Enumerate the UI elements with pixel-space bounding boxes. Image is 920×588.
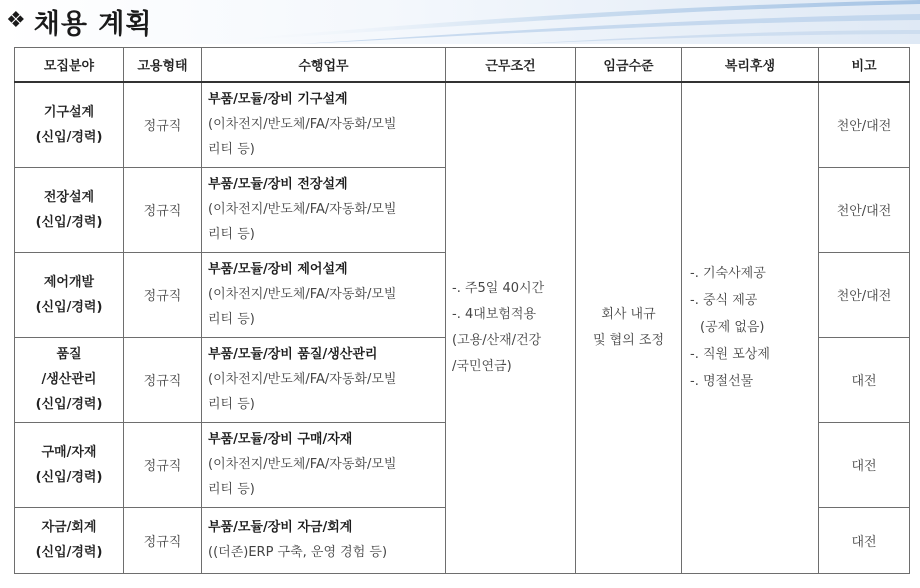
table-header-row bbox=[15, 48, 910, 83]
condition-line: /국민연금) bbox=[452, 358, 512, 374]
duty-main: 부품/모듈/장비 자금/회계 bbox=[208, 520, 353, 535]
field-cell bbox=[15, 252, 124, 337]
header-employment-type: 고용형태 bbox=[124, 48, 202, 83]
benefit-line: -. 명절선물 bbox=[690, 374, 754, 390]
note-cell: 천안/대전 bbox=[819, 167, 910, 252]
field-cell bbox=[15, 507, 124, 573]
employment-type: 정규직 bbox=[124, 167, 202, 252]
field-cell bbox=[15, 337, 124, 422]
benefit-line: (공제 없음) bbox=[700, 320, 765, 336]
condition-line: -. 주5일 40시간 bbox=[452, 280, 545, 296]
employment-type: 정규직 bbox=[124, 507, 202, 573]
duty-cell bbox=[202, 422, 446, 507]
field-level: (신입/경력) bbox=[35, 214, 103, 230]
duty-cell bbox=[202, 337, 446, 422]
field-level: (신입/경력) bbox=[35, 299, 103, 315]
duty-main: 부품/모듈/장비 제어설계 bbox=[208, 262, 348, 277]
duty-main: 부품/모듈/장비 품질/생산관리 bbox=[208, 347, 378, 362]
header-note: 비고 bbox=[819, 48, 910, 83]
duty-main: 부품/모듈/장비 구매/자재 bbox=[208, 432, 353, 447]
note-cell: 대전 bbox=[819, 337, 910, 422]
note-cell: 대전 bbox=[819, 422, 910, 507]
header-duties: 수행업무 bbox=[202, 48, 446, 83]
header-wage: 임금수준 bbox=[576, 48, 682, 83]
wage-cell bbox=[576, 82, 682, 573]
duty-detail: 리티 등) bbox=[208, 397, 255, 412]
duty-cell bbox=[202, 167, 446, 252]
employment-type: 정규직 bbox=[124, 337, 202, 422]
field-name: 기구설계 bbox=[43, 104, 95, 120]
note-cell: 천안/대전 bbox=[819, 82, 910, 167]
field-cell bbox=[15, 422, 124, 507]
field-name: 제어개발 bbox=[43, 274, 95, 290]
field-name: 자금/회계 bbox=[41, 520, 97, 535]
duty-cell bbox=[202, 82, 446, 167]
note-cell: 대전 bbox=[819, 507, 910, 573]
recruitment-table bbox=[14, 47, 910, 574]
benefit-line: -. 기숙사제공 bbox=[690, 266, 766, 282]
field-level: (신입/경력) bbox=[35, 397, 103, 412]
employment-type: 정규직 bbox=[124, 422, 202, 507]
work-conditions-cell bbox=[446, 82, 576, 573]
wage-line: 및 협의 조정 bbox=[592, 332, 665, 348]
page-title bbox=[6, 3, 152, 39]
duty-detail: (이차전지/반도체/FA/자동화/모빌 bbox=[208, 287, 397, 302]
field-name: 구매/자재 bbox=[41, 444, 97, 460]
field-level: (신입/경력) bbox=[35, 129, 103, 145]
duty-detail: ((더존)ERP 구축, 운영 경험 등) bbox=[208, 545, 388, 560]
employment-type: 정규직 bbox=[124, 82, 202, 167]
field-level: (신입/경력) bbox=[35, 545, 103, 560]
duty-detail: 리티 등) bbox=[208, 312, 255, 327]
wage-line: 회사 내규 bbox=[601, 306, 656, 322]
note-cell: 천안/대전 bbox=[819, 252, 910, 337]
field-name: /생산관리 bbox=[41, 372, 97, 387]
duty-detail: 리티 등) bbox=[208, 142, 255, 158]
duty-detail: (이차전지/반도체/FA/자동화/모빌 bbox=[208, 457, 397, 472]
duty-detail: (이차전지/반도체/FA/자동화/모빌 bbox=[208, 117, 397, 133]
benefit-line: -. 중식 제공 bbox=[690, 293, 758, 309]
duty-cell bbox=[202, 252, 446, 337]
duty-main: 부품/모듈/장비 기구설계 bbox=[208, 92, 348, 108]
benefit-line: -. 직원 포상제 bbox=[690, 347, 770, 363]
duty-detail: 리티 등) bbox=[208, 482, 255, 497]
field-cell bbox=[15, 167, 124, 252]
condition-line: (고용/산재/건강 bbox=[452, 332, 542, 348]
duty-main: 부품/모듈/장비 전장설계 bbox=[208, 177, 348, 192]
duty-detail: (이차전지/반도체/FA/자동화/모빌 bbox=[208, 372, 397, 387]
field-name: 품질 bbox=[56, 347, 82, 362]
header-benefits: 복리후생 bbox=[682, 48, 819, 83]
field-level: (신입/경력) bbox=[35, 469, 103, 485]
duty-detail: 리티 등) bbox=[208, 227, 255, 242]
field-name: 전장설계 bbox=[43, 189, 95, 205]
field-cell bbox=[15, 82, 124, 167]
header-work-conditions: 근무조건 bbox=[446, 48, 576, 83]
header-banner bbox=[0, 0, 920, 44]
header-field: 모집분야 bbox=[15, 48, 124, 83]
condition-line: -. 4대보험적용 bbox=[452, 306, 537, 322]
table-row bbox=[15, 82, 910, 167]
benefits-cell bbox=[682, 82, 819, 573]
duty-detail: (이차전지/반도체/FA/자동화/모빌 bbox=[208, 202, 397, 217]
page-title-text: 채용 계획 bbox=[33, 8, 153, 40]
duty-cell bbox=[202, 507, 446, 573]
diamond-cluster-icon: ❖ bbox=[6, 8, 26, 33]
employment-type: 정규직 bbox=[124, 252, 202, 337]
